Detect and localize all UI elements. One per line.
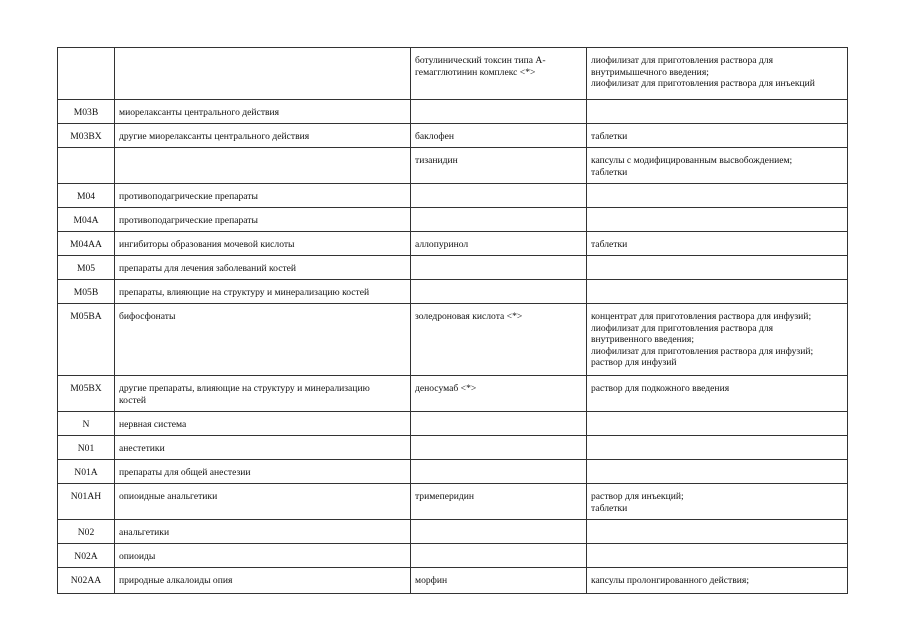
table-row [58,280,848,304]
dosage-form-cell [587,544,848,568]
group-name-cell: анестетики [115,436,411,460]
atc-code-cell [58,48,115,100]
drug-name-cell [411,100,587,124]
dosage-form-cell: раствор для подкожного введения [587,376,848,412]
dosage-form-cell: концентрат для приготовления раствора для инфузий; лиофилизат для приготовления раствора для внутривенного введения; лиофилизат для приготовления раствора для инфузий; раствор для инфузий [587,304,848,376]
dosage-form-cell: капсулы с модифицированным высвобождением; таблетки [587,148,848,184]
drug-name-cell [411,412,587,436]
dosage-form-cell [587,208,848,232]
group-name-cell: анальгетики [115,520,411,544]
drug-name-cell [411,208,587,232]
atc-code-cell: M05B [58,280,115,304]
atc-code-cell: M05BA [58,304,115,376]
group-name-cell [115,148,411,184]
drug-name-cell: золедроновая кислота <*> [411,304,587,376]
table-row [58,544,848,568]
group-name-cell: опиоидные анальгетики [115,484,411,520]
table-row [58,124,848,148]
atc-code-cell: M03BX [58,124,115,148]
drug-name-cell: деносумаб <*> [411,376,587,412]
dosage-form-cell [587,280,848,304]
group-name-cell: противоподагрические препараты [115,208,411,232]
table-body [58,48,848,594]
dosage-form-cell [587,256,848,280]
atc-code-cell: N01 [58,436,115,460]
table-row [58,232,848,256]
table-row [58,48,848,100]
table-row [58,256,848,280]
table-row [58,568,848,594]
drug-name-cell: морфин [411,568,587,594]
atc-code-cell [58,148,115,184]
group-name-cell: миорелаксанты центрального действия [115,100,411,124]
drug-name-cell [411,280,587,304]
group-name-cell [115,48,411,100]
group-name-cell: природные алкалоиды опия [115,568,411,594]
drug-list-table [57,47,848,594]
table-row [58,148,848,184]
dosage-form-cell [587,184,848,208]
drug-name-cell [411,520,587,544]
drug-name-cell: тримеперидин [411,484,587,520]
atc-code-cell: M05 [58,256,115,280]
table-row [58,208,848,232]
group-name-cell: препараты для общей анестезии [115,460,411,484]
drug-name-cell: ботулинический токсин типа А- гемагглютинин комплекс <*> [411,48,587,100]
group-name-cell: противоподагрические препараты [115,184,411,208]
dosage-form-cell [587,520,848,544]
atc-code-cell: M04AA [58,232,115,256]
dosage-form-cell: таблетки [587,232,848,256]
dosage-form-cell: таблетки [587,124,848,148]
table-row [58,184,848,208]
group-name-cell: препараты для лечения заболеваний костей [115,256,411,280]
atc-code-cell: N [58,412,115,436]
drug-name-cell [411,544,587,568]
drug-name-cell [411,256,587,280]
atc-code-cell: N01A [58,460,115,484]
drug-name-cell [411,460,587,484]
atc-code-cell: N01AH [58,484,115,520]
group-name-cell: препараты, влияющие на структуру и минерализацию костей [115,280,411,304]
dosage-form-cell: капсулы пролонгированного действия; [587,568,848,594]
drug-name-cell: тизанидин [411,148,587,184]
dosage-form-cell [587,436,848,460]
atc-code-cell: M04A [58,208,115,232]
dosage-form-cell: лиофилизат для приготовления раствора для внутримышечного введения; лиофилизат для приготовления раствора для инъекций [587,48,848,100]
dosage-form-cell [587,412,848,436]
group-name-cell: ингибиторы образования мочевой кислоты [115,232,411,256]
atc-code-cell: M03B [58,100,115,124]
drug-name-cell [411,184,587,208]
group-name-cell: бифосфонаты [115,304,411,376]
drug-name-cell: баклофен [411,124,587,148]
dosage-form-cell [587,100,848,124]
atc-code-cell: M05BX [58,376,115,412]
drug-name-cell [411,436,587,460]
atc-code-cell: M04 [58,184,115,208]
group-name-cell: другие препараты, влияющие на структуру и минерализацию костей [115,376,411,412]
table-row [58,412,848,436]
table-row [58,100,848,124]
table-row [58,460,848,484]
table-row [58,376,848,412]
dosage-form-cell: раствор для инъекций; таблетки [587,484,848,520]
table-row [58,304,848,376]
table-row [58,520,848,544]
atc-code-cell: N02AA [58,568,115,594]
drug-name-cell: аллопуринол [411,232,587,256]
dosage-form-cell [587,460,848,484]
group-name-cell: опиоиды [115,544,411,568]
table-row [58,436,848,460]
table-row [58,484,848,520]
group-name-cell: другие миорелаксанты центрального действия [115,124,411,148]
group-name-cell: нервная система [115,412,411,436]
atc-code-cell: N02 [58,520,115,544]
atc-code-cell: N02A [58,544,115,568]
